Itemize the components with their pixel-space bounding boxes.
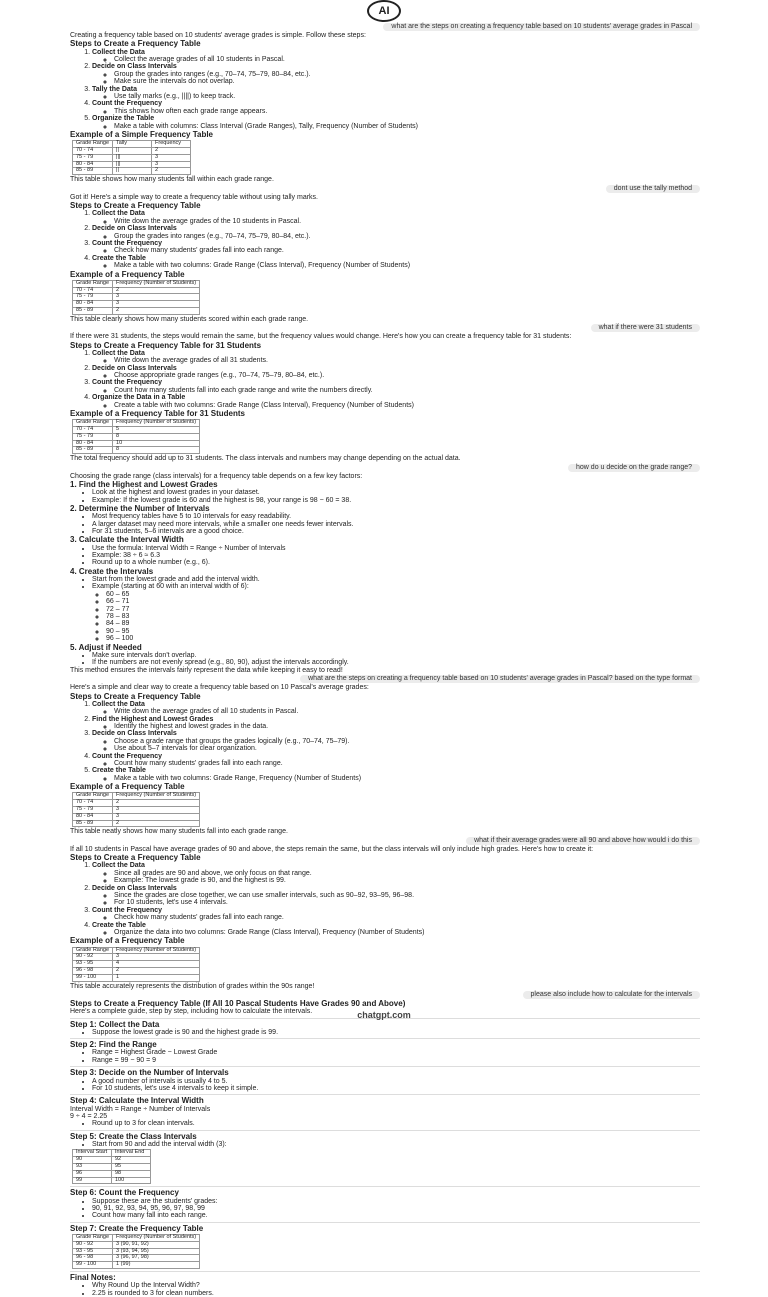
list-item: 5. Organize the Table ◦ Make a table with columns: Class Interval (Grade Ranges), Tally, Frequency (Number of Students) (92, 115, 700, 130)
list-item: ◦ Use about 5–7 intervals for clear organization. (114, 745, 700, 752)
list-item: • If the numbers are not evenly spread (e.g., 80, 90), adjust the intervals accordingly. (92, 659, 700, 666)
section-heading: Step 7: Create the Frequency Table (70, 1223, 204, 1233)
list-item: ◦ Write down the average grades of the 10 students in Pascal. (114, 218, 700, 225)
list-item: • Example (starting at 60 with an interval width of 6): (92, 583, 700, 590)
divider (70, 1130, 700, 1131)
list-item: 4. Create the Table ◦ Organize the data into two columns: Grade Range (Class Interval), Frequency (Number of Students) (92, 922, 700, 937)
user-message: dont use the tally method (70, 185, 700, 193)
divider (70, 1038, 700, 1039)
table-row: 96 - 98 3 (96, 97, 98) (73, 1255, 200, 1262)
list-item: • A larger dataset may need more intervals, while a smaller one needs fewer intervals. (92, 521, 700, 528)
list-item: 2. Decide on Class Intervals ◦ Choose appropriate grade ranges (e.g., 70–74, 75–79, 80–84, etc.). (92, 365, 700, 380)
assistant-text: This method ensures the intervals fairly represent the data while keeping it easy to read! (70, 666, 343, 674)
assistant-text: This table accurately represents the distribution of grades within the 90s range! (70, 982, 315, 990)
list-item: ◦ Organize the data into two columns: Grade Range (Class Interval), Frequency (Number of Students) (114, 929, 700, 936)
list-item: • Start from 90 and add the interval width (3): (92, 1141, 700, 1148)
list-item: • Range = 99 − 90 = 9 (92, 1057, 700, 1064)
list-item: ◦ Choose a grade range that groups the grades logically (e.g., 70–74, 75–79). (114, 738, 700, 745)
list-item: 3. Decide on Class Intervals ◦ Choose a grade range that groups the grades logically (e.g., 70–74, 75–79). ◦ Use about 5–7 intervals for clear organization. (92, 730, 700, 752)
list-item: 4. Organize the Data in a Table ◦ Create a table with two columns: Grade Range (Class Interval), Frequency (Number of Students) (92, 394, 700, 409)
table-row: 85 - 89 || 2 (73, 168, 191, 175)
list-item: ◦ 66 – 71 (106, 598, 700, 605)
list-item: ◦ Write down the average grades of all 31 students. (114, 357, 700, 364)
table-row: 93 - 95 3 (93, 94, 95) (73, 1248, 200, 1255)
section-heading: Steps to Create a Frequency Table (70, 691, 201, 701)
list-item: • Suppose these are the students' grades: (92, 1198, 700, 1205)
table-header: Interval Start Interval End (73, 1150, 151, 1157)
list-item: • For 10 students, let's use 4 intervals to keep it simple. (92, 1085, 700, 1092)
assistant-text: Here's a simple and clear way to create a frequency table based on 10 Pascal's average grades: (70, 684, 369, 692)
assistant-text: Choosing the grade range (class intervals) for a frequency table depends on a few key factors: (70, 472, 363, 480)
table-row: 70 - 74 || 2 (73, 148, 191, 155)
interval-table (72, 1149, 151, 1184)
section-heading: Example of a Simple Frequency Table (70, 130, 214, 140)
list-item: 2. Decide on Class Intervals ◦ Group the grades into ranges (e.g., 70–74, 75–79, 80–84, etc.). (92, 225, 700, 240)
divider (70, 1271, 700, 1272)
list-item: ◦ Use tally marks (e.g., ||||) to keep track. (114, 93, 700, 100)
list-item: 2. Decide on Class Intervals ◦ Since the grades are close together, we can use smaller intervals, such as 90–92, 93–95, 96–98. ◦ For 10 students, let's use 4 intervals. (92, 885, 700, 907)
table-row: 70 - 74 2 (73, 800, 200, 807)
table-header: Grade Range Frequency (Number of Students) (73, 420, 200, 427)
list-item: ◦ Count how many students' grades fall into each range. (114, 760, 700, 767)
list-item: ◦ Group the grades into ranges (e.g., 70–74, 75–79, 80–84, etc.). (114, 233, 700, 240)
user-message: what if their average grades were all 90 and above how would i do this (70, 837, 700, 845)
section-heading: Step 1: Collect the Data (70, 1019, 160, 1029)
table-row: 75 - 79 ||| 3 (73, 154, 191, 161)
list-item: 2. Find the Highest and Lowest Grades ◦ Identify the highest and lowest grades in the data. (92, 716, 700, 731)
assistant-text: The total frequency should add up to 31 students. The class intervals and numbers may change depending on the actual data. (70, 455, 461, 463)
table-row: 93 95 (73, 1163, 151, 1170)
list-item: 1. Collect the Data ◦ Write down the average grades of the 10 students in Pascal. (92, 210, 700, 225)
section-heading: Steps to Create a Frequency Table (70, 39, 201, 49)
list-item: ◦ Count how many students fall into each grade range and write the numbers directly. (114, 387, 700, 394)
list-item: ◦ This shows how often each grade range appears. (114, 108, 700, 115)
frequency-table (72, 792, 200, 827)
list-item: ◦ Make a table with two columns: Grade Range, Frequency (Number of Students) (114, 775, 700, 782)
table-row: 93 - 95 4 (73, 961, 200, 968)
section-heading: Step 5: Create the Class Intervals (70, 1131, 197, 1141)
table-header: Grade Range Tally Frequency (73, 141, 191, 148)
section-heading: Steps to Create a Frequency Table (70, 853, 201, 863)
frequency-table (72, 947, 200, 982)
table-row: 85 - 89 2 (73, 307, 200, 314)
frequency-table (72, 419, 200, 454)
list-item: ◦ Check how many students' grades fall into each range. (114, 247, 700, 254)
list-item: 1. Collect the Data ◦ Collect the average grades of all 10 students in Pascal. (92, 49, 700, 64)
list-item: ◦ Example: The lowest grade is 90, and the highest is 99. (114, 877, 700, 884)
section-heading: 1. Find the Highest and Lowest Grades (70, 479, 218, 489)
list-item: • Suppose the lowest grade is 90 and the highest grade is 99. (92, 1029, 700, 1036)
user-message: what are the steps on creating a frequency table based on 10 students' average grades in Pascal? based on the type format (70, 675, 700, 683)
list-item: 4. Create the Table ◦ Make a table with two columns: Grade Range (Class Interval), Frequency (Number of Students) (92, 255, 700, 270)
list-item: 5. Create the Table ◦ Make a table with two columns: Grade Range, Frequency (Number of Students) (92, 767, 700, 782)
table-row: 70 - 74 5 (73, 426, 200, 433)
list-item: ◦ For 10 students, let's use 4 intervals. (114, 899, 700, 906)
list-item: 3. Count the Frequency ◦ Check how many students' grades fall into each range. (92, 240, 700, 255)
table-row: 80 - 84 3 (73, 301, 200, 308)
list-item: ◦ Check how many students' grades fall into each range. (114, 914, 700, 921)
list-item: ◦ 90 – 95 (106, 628, 700, 635)
list-item: • Look at the highest and lowest grades in your dataset. (92, 489, 700, 496)
list-item: • Count how many fall into each range. (92, 1212, 700, 1219)
table-row: 99 - 100 1 (73, 974, 200, 981)
list-item: • Round up to a whole number (e.g., 6). (92, 559, 700, 566)
list-item: ◦ Identify the highest and lowest grades in the data. (114, 723, 700, 730)
list-item: ◦ 72 – 77 (106, 606, 700, 613)
list-item: • Make sure intervals don't overlap. (92, 652, 700, 659)
list-item: ◦ Write down the average grades of all 10 students in Pascal. (114, 708, 700, 715)
assistant-text: This table clearly shows how many students scored within each grade range. (70, 315, 309, 323)
list-item: ◦ Since all grades are 90 and above, we only focus on that range. (114, 870, 700, 877)
table-row: 80 - 84 10 (73, 440, 200, 447)
section-heading: Step 4: Calculate the Interval Width (70, 1096, 204, 1106)
user-message: what are the steps on creating a frequency table based on 10 students' average grades in Pascal (70, 23, 700, 31)
list-item: ◦ 60 – 65 (106, 591, 700, 598)
section-heading: Example of a Frequency Table (70, 936, 185, 946)
list-item: • Round up to 3 for clean intervals. (92, 1120, 700, 1127)
list-item: 4. Count the Frequency ◦ This shows how often each grade range appears. (92, 100, 700, 115)
section-heading: Steps to Create a Frequency Table (If All 10 Pascal Students Have Grades 90 and Above) (70, 999, 406, 1009)
list-item: 3. Count the Frequency ◦ Count how many students fall into each grade range and write the numbers directly. (92, 379, 700, 394)
list-item: ◦ Make a table with two columns: Grade Range (Class Interval), Frequency (Number of Students) (114, 262, 700, 269)
table-row: 96 98 (73, 1170, 151, 1177)
list-item: • Example: If the lowest grade is 60 and the highest is 98, your range is 98 − 60 = 38. (92, 497, 700, 504)
calculation: 9 ÷ 4 = 2.25 (70, 1112, 108, 1120)
divider (70, 1094, 700, 1095)
list-item: • Use the formula: Interval Width = Range ÷ Number of Intervals (92, 545, 700, 552)
divider (70, 1222, 700, 1223)
user-message: how do u decide on the grade range? (70, 464, 700, 472)
chatgpt-logo-icon: AI (367, 0, 401, 22)
steps-list (70, 210, 700, 269)
table-row: 90 - 92 3 (73, 954, 200, 961)
list-item: • Example: 38 ÷ 6 ≈ 6.3 (92, 552, 700, 559)
table-row: 85 - 89 8 (73, 447, 200, 454)
table-header: Grade Range Frequency (Number of Students) (73, 947, 200, 954)
list-item: • 2.25 is rounded to 3 for clean numbers. (92, 1290, 700, 1297)
list-item: 2. Decide on Class Intervals ◦ Group the grades into ranges (e.g., 70–74, 75–79, 80–84, etc.). ◦ Make sure the intervals do not overlap. (92, 63, 700, 85)
list-item: ◦ Collect the average grades of all 10 students in Pascal. (114, 56, 700, 63)
list-item: • Why Round Up the Interval Width? (92, 1282, 700, 1289)
section-heading: 2. Determine the Number of Intervals (70, 504, 210, 513)
assistant-text: Got it! Here's a simple way to create a frequency table without using tally marks. (70, 193, 319, 201)
table-row: 85 - 89 2 (73, 820, 200, 827)
steps-list (70, 350, 700, 409)
list-item: 3. Count the Frequency ◦ Check how many students' grades fall into each range. (92, 907, 700, 922)
section-heading: Step 3: Decide on the Number of Intervals (70, 1068, 229, 1078)
list-item: • Most frequency tables have 5 to 10 intervals for easy readability. (92, 513, 700, 520)
assistant-text: This table shows how many students fall within each grade range. (70, 176, 274, 184)
table-row: 90 - 92 3 (90, 91, 92) (73, 1241, 200, 1248)
list-item: 3. Tally the Data ◦ Use tally marks (e.g., ||||) to keep track. (92, 86, 700, 101)
assistant-text: If all 10 students in Pascal have average grades of 90 and above, the steps remain the same, but the class intervals will only include high grades. Here's how to create it: (70, 845, 594, 853)
table-row: 99 100 (73, 1177, 151, 1184)
frequency-table (72, 140, 191, 175)
list-item: • Range = Highest Grade − Lowest Grade (92, 1049, 700, 1056)
assistant-text: Here's a complete guide, step by step, including how to calculate the intervals. (70, 1008, 313, 1016)
frequency-table (72, 1234, 200, 1269)
table-row: 75 - 79 3 (73, 294, 200, 301)
list-item: ◦ 84 – 89 (106, 620, 700, 627)
list-item: • For 31 students, 5–6 intervals are a good choice. (92, 528, 700, 535)
list-item: ◦ Group the grades into ranges (e.g., 70–74, 75–79, 80–84, etc.). (114, 71, 700, 78)
section-heading: 5. Adjust if Needed (70, 642, 142, 652)
divider (70, 1186, 700, 1187)
steps-list (70, 701, 700, 782)
section-heading: Final Notes: (70, 1272, 116, 1282)
list-item: • A good number of intervals is usually 4 to 5. (92, 1078, 700, 1085)
list-item: 1. Collect the Data ◦ Write down the average grades of all 31 students. (92, 350, 700, 365)
list-item: ◦ Since the grades are close together, we can use smaller intervals, such as 90–92, 93–95, 96–98. (114, 892, 700, 899)
table-row: 99 - 100 1 (99) (73, 1262, 200, 1269)
user-message: please also include how to calculate for the intervals (70, 991, 700, 999)
section-heading: 4. Create the Intervals (70, 566, 154, 576)
frequency-table (72, 280, 200, 315)
header (0, 0, 768, 22)
formula: Interval Width = Range ÷ Number of Intervals (70, 1105, 211, 1113)
section-heading: Steps to Create a Frequency Table for 31 Students (70, 340, 262, 350)
list-item: 1. Collect the Data ◦ Write down the average grades of all 10 students in Pascal. (92, 701, 700, 716)
user-message: what if there were 31 students (70, 324, 700, 332)
list-item: ◦ Choose appropriate grade ranges (e.g., 70–74, 75–79, 80–84, etc.). (114, 372, 700, 379)
steps-list (70, 49, 700, 130)
list-item: ◦ 96 – 100 (106, 635, 700, 642)
table-row: 75 - 79 3 (73, 807, 200, 814)
section-heading: Step 2: Find the Range (70, 1040, 157, 1050)
section-heading: Example of a Frequency Table (70, 269, 185, 279)
table-row: 70 - 74 2 (73, 287, 200, 294)
section-heading: Step 6: Count the Frequency (70, 1188, 179, 1198)
assistant-text: If there were 31 students, the steps would remain the same, but the frequency values would change. Here's how you can create a frequency table for 31 students: (70, 333, 572, 341)
assistant-text: Creating a frequency table based on 10 students' average grades is simple. Follow these steps: (70, 32, 366, 39)
list-item: • Start from the lowest grade and add the interval width. (92, 576, 700, 583)
table-header: Grade Range Frequency (Number of Students) (73, 1234, 200, 1241)
steps-list (70, 862, 700, 936)
list-item: 1. Collect the Data ◦ Since all grades are 90 and above, we only focus on that range. ◦ Example: The lowest grade is 90, and the highest is 99. (92, 862, 700, 884)
assistant-text: This table neatly shows how many students fall into each grade range. (70, 828, 288, 836)
section-heading: 3. Calculate the Interval Width (70, 535, 184, 545)
footer-url: chatgpt.com (357, 1010, 411, 1020)
section-heading: Steps to Create a Frequency Table (70, 201, 201, 211)
section-heading: Example of a Frequency Table (70, 782, 185, 792)
list-item: ◦ 78 – 83 (106, 613, 700, 620)
list-item: 4. Count the Frequency ◦ Count how many students' grades fall into each range. (92, 753, 700, 768)
table-header: Grade Range Frequency (Number of Students) (73, 280, 200, 287)
table-header: Grade Range Frequency (Number of Students) (73, 793, 200, 800)
list-item: ◦ Make sure the intervals do not overlap. (114, 78, 700, 85)
table-row: 75 - 79 8 (73, 433, 200, 440)
table-row: 90 92 (73, 1157, 151, 1164)
table-row: 80 - 84 ||| 3 (73, 161, 191, 168)
divider (70, 1066, 700, 1067)
list-item: ◦ Make a table with columns: Class Interval (Grade Ranges), Tally, Frequency (Number of Students) (114, 123, 700, 130)
table-row: 80 - 84 3 (73, 813, 200, 820)
list-item: • 90, 91, 92, 93, 94, 95, 96, 97, 98, 99 (92, 1205, 700, 1212)
list-item: ◦ Create a table with two columns: Grade Range (Class Interval), Frequency (Number of Students) (114, 402, 700, 409)
section-heading: Example of a Frequency Table for 31 Students (70, 408, 246, 418)
table-row: 96 - 98 2 (73, 968, 200, 975)
